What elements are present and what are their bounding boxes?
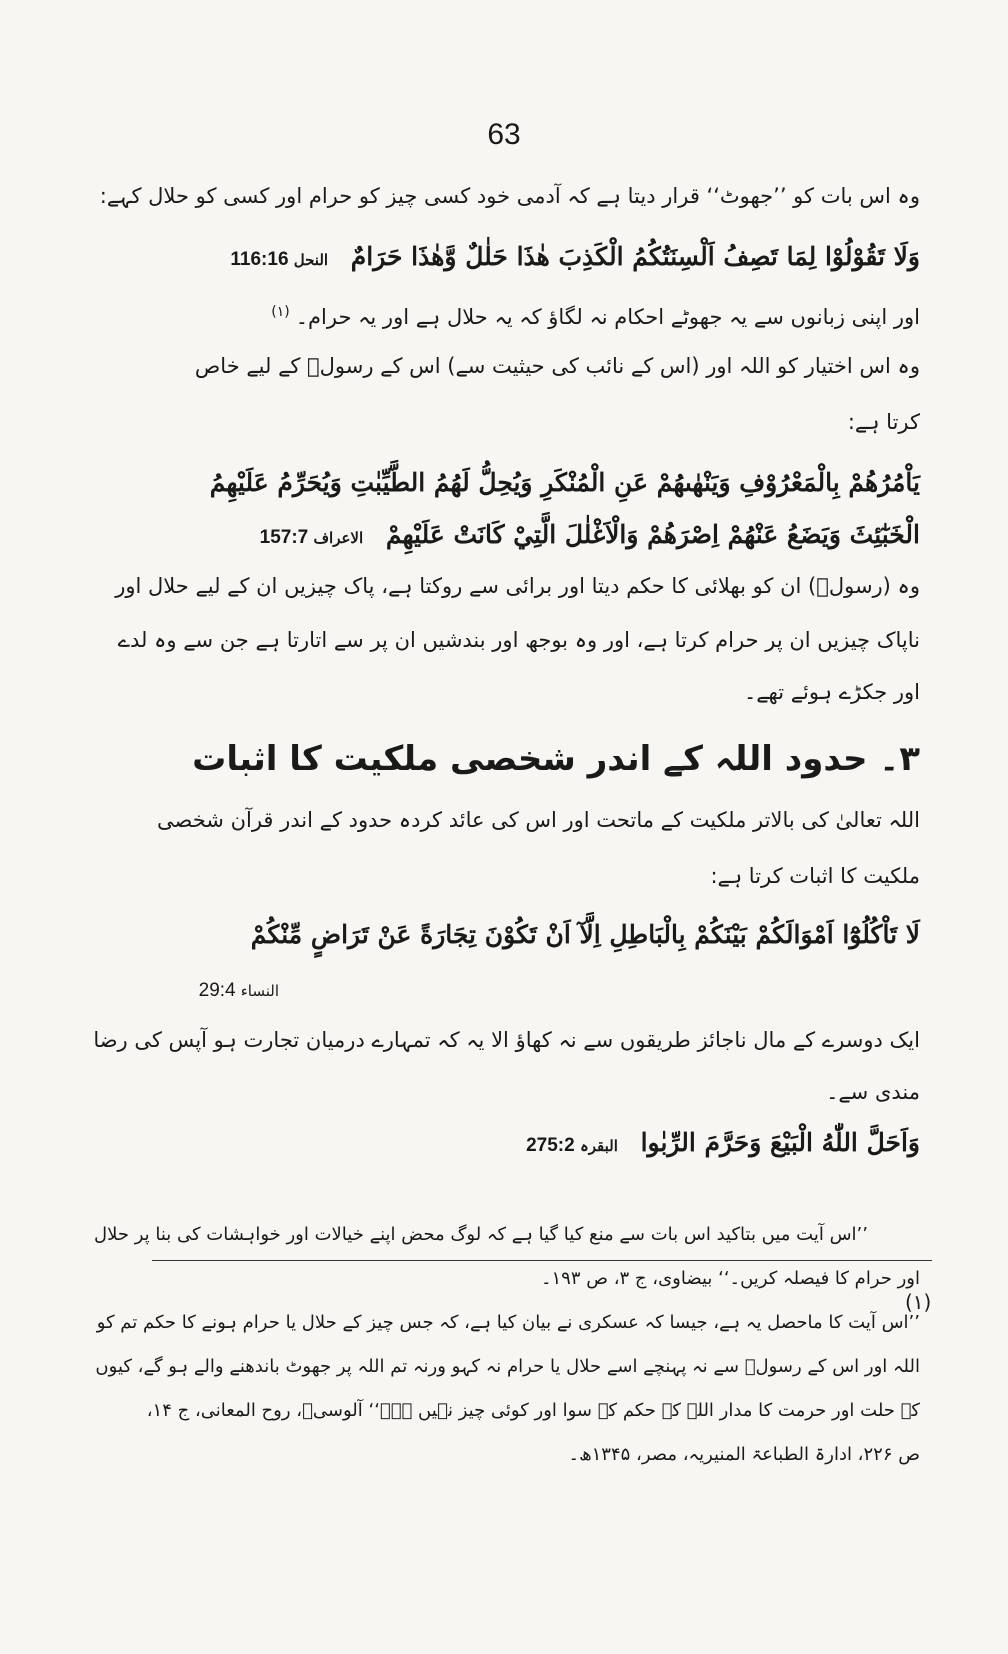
text-line: اور جکڑے ہوئے تھے۔ [743,680,920,704]
verse-reference [260,529,364,547]
quran-verse-araf-2 [260,520,920,549]
footnote-line: اللہ اور اس کے رسولؐ سے نہ پہنچے اسے حلال یا حرام نہ کہو ورنہ تم اللہ پر جھوٹ باندھنے والے ہو گے، کیوں [95,1356,920,1377]
ref-number: 157:7 [259,527,309,548]
quran-verse-araf-1: يَاْمُرُهُمْ بِالْمَعْرُوْفِ وَيَنْهٰىهُمْ عَنِ الْمُنْكَرِ وَيُحِلُّ لَهُمُ الطَّيِّبٰتِ وَيُحَرِّمُ عَلَيْهِمُ [209,468,920,497]
verse-text: وَلَا تَقُوْلُوْا لِمَا تَصِفُ اَلْسِنَتُكُمُ الْكَذِبَ هٰذَا حَلٰلٌ وَّهٰذَا حَرَامٌ [350,242,920,271]
text-line: وہ اس اختیار کو اللہ اور (اس کے نائب کی حیثیت سے) اس کے رسولؐ کے لیے خاص [194,354,920,378]
text-line: اللہ تعالیٰ کی بالاتر ملکیت کے ماتحت اور اس کی عائد کردہ حدود کے اندر قرآن شخصی [157,808,920,832]
footnote-marker[interactable]: (۱) [271,304,290,320]
footnote-line: ص ۲۲۶، ادارۃ الطباعۃ المنیریہ، مصر، ۱۳۴۵ھ۔ [568,1444,920,1465]
text-line: وہ اس بات کو ’’جھوٹ‘‘ قرار دیتا ہے کہ آدمی خود کسی چیز کو حرام اور کسی کو حلال کہے: [99,184,920,208]
text-line: کرتا ہے: [847,410,920,434]
ref-number: 29:4 [198,980,236,1001]
ref-number: 116:16 [230,249,289,270]
verse-reference [230,251,328,269]
verse-text: الْخَبٰٓئِثَ وَيَضَعُ عَنْهُمْ اِصْرَهُمْ وَالْاَغْلٰلَ الَّتِيْ كَانَتْ عَلَيْهِمْ [385,520,920,549]
section-heading: ۳۔ حدود اللہ کے اندر شخصی ملکیت کا اثبات [192,739,920,779]
footnote-line: ’’اس آیت میں بتاکید اس بات سے منع کیا گیا ہے کہ لوگ محض اپنے خیالات اور خواہشات کی بنا پر حلال [94,1224,868,1245]
translation-text: اور اپنی زبانوں سے یہ جھوٹے احکام نہ لگاؤ کہ یہ حلال ہے اور یہ حرام۔ [295,305,920,329]
verse-reference [526,1137,618,1155]
quran-verse-baqarah [526,1128,920,1157]
ref-surah: النحل [293,251,329,269]
ref-number: 275:2 [526,1135,575,1156]
text-line: وہ (رسولؐ) ان کو بھلائی کا حکم دیتا اور برائی سے روکتا ہے، پاک چیزیں ان کے لیے حلال اور [115,574,920,598]
text-line: مندی سے۔ [826,1080,920,1104]
text-line: ملکیت کا اثبات کرتا ہے: [710,864,920,888]
verse-text: وَاَحَلَّ اللّٰهُ الْبَيْعَ وَحَرَّمَ الرِّبٰوا [640,1128,920,1157]
quran-verse-nisa: لَا تَاْكُلُوْٓا اَمْوَالَكُمْ بَيْنَكُمْ بِالْبَاطِلِ اِلَّآ اَنْ تَكُوْنَ تِجَارَةً عَنْ تَرَاضٍ مِّنْكُمْ [250,920,920,949]
footnote-divider [152,1260,932,1261]
ref-surah: الاعراف [313,529,364,547]
footnote-line: اور حرام کا فیصلہ کریں۔‘‘ بیضاوی، ج ۳، ص ۱۹۳۔ [540,1268,920,1289]
ref-surah: النساء [240,982,279,1000]
text-line [271,304,920,329]
text-line: ایک دوسرے کے مال ناجائز طریقوں سے نہ کھاؤ الا یہ کہ تمہارے درمیان تجارت ہو آپس کی رضا [93,1028,920,1052]
quran-verse-nahl [230,242,920,271]
page-number: 63 [487,118,521,151]
text-line: ناپاک چیزیں ان پر حرام کرتا ہے، اور وہ بوجھ اور بندشیں ان پر سے اتارتا ہے جن سے وہ لدے [117,628,920,652]
footnote-line: ’’اس آیت کا ماحصل یہ ہے، جیسا کہ عسکری نے بیان کیا ہے، کہ جس چیز کے حلال یا حرام ہونے کا حکم تم کو [96,1312,920,1333]
footnote-number: (۱) [905,1290,932,1314]
footnote-line: کہ حلت اور حرمت کا مدار اللہ کے حکم کے سوا اور کوئی چیز نہیں ہے۔‘‘ آلوسیؒ، روح المعانی، ج ۱۴، [146,1400,920,1421]
verse-reference [199,980,293,1002]
ref-surah: البقرہ [579,1137,618,1155]
